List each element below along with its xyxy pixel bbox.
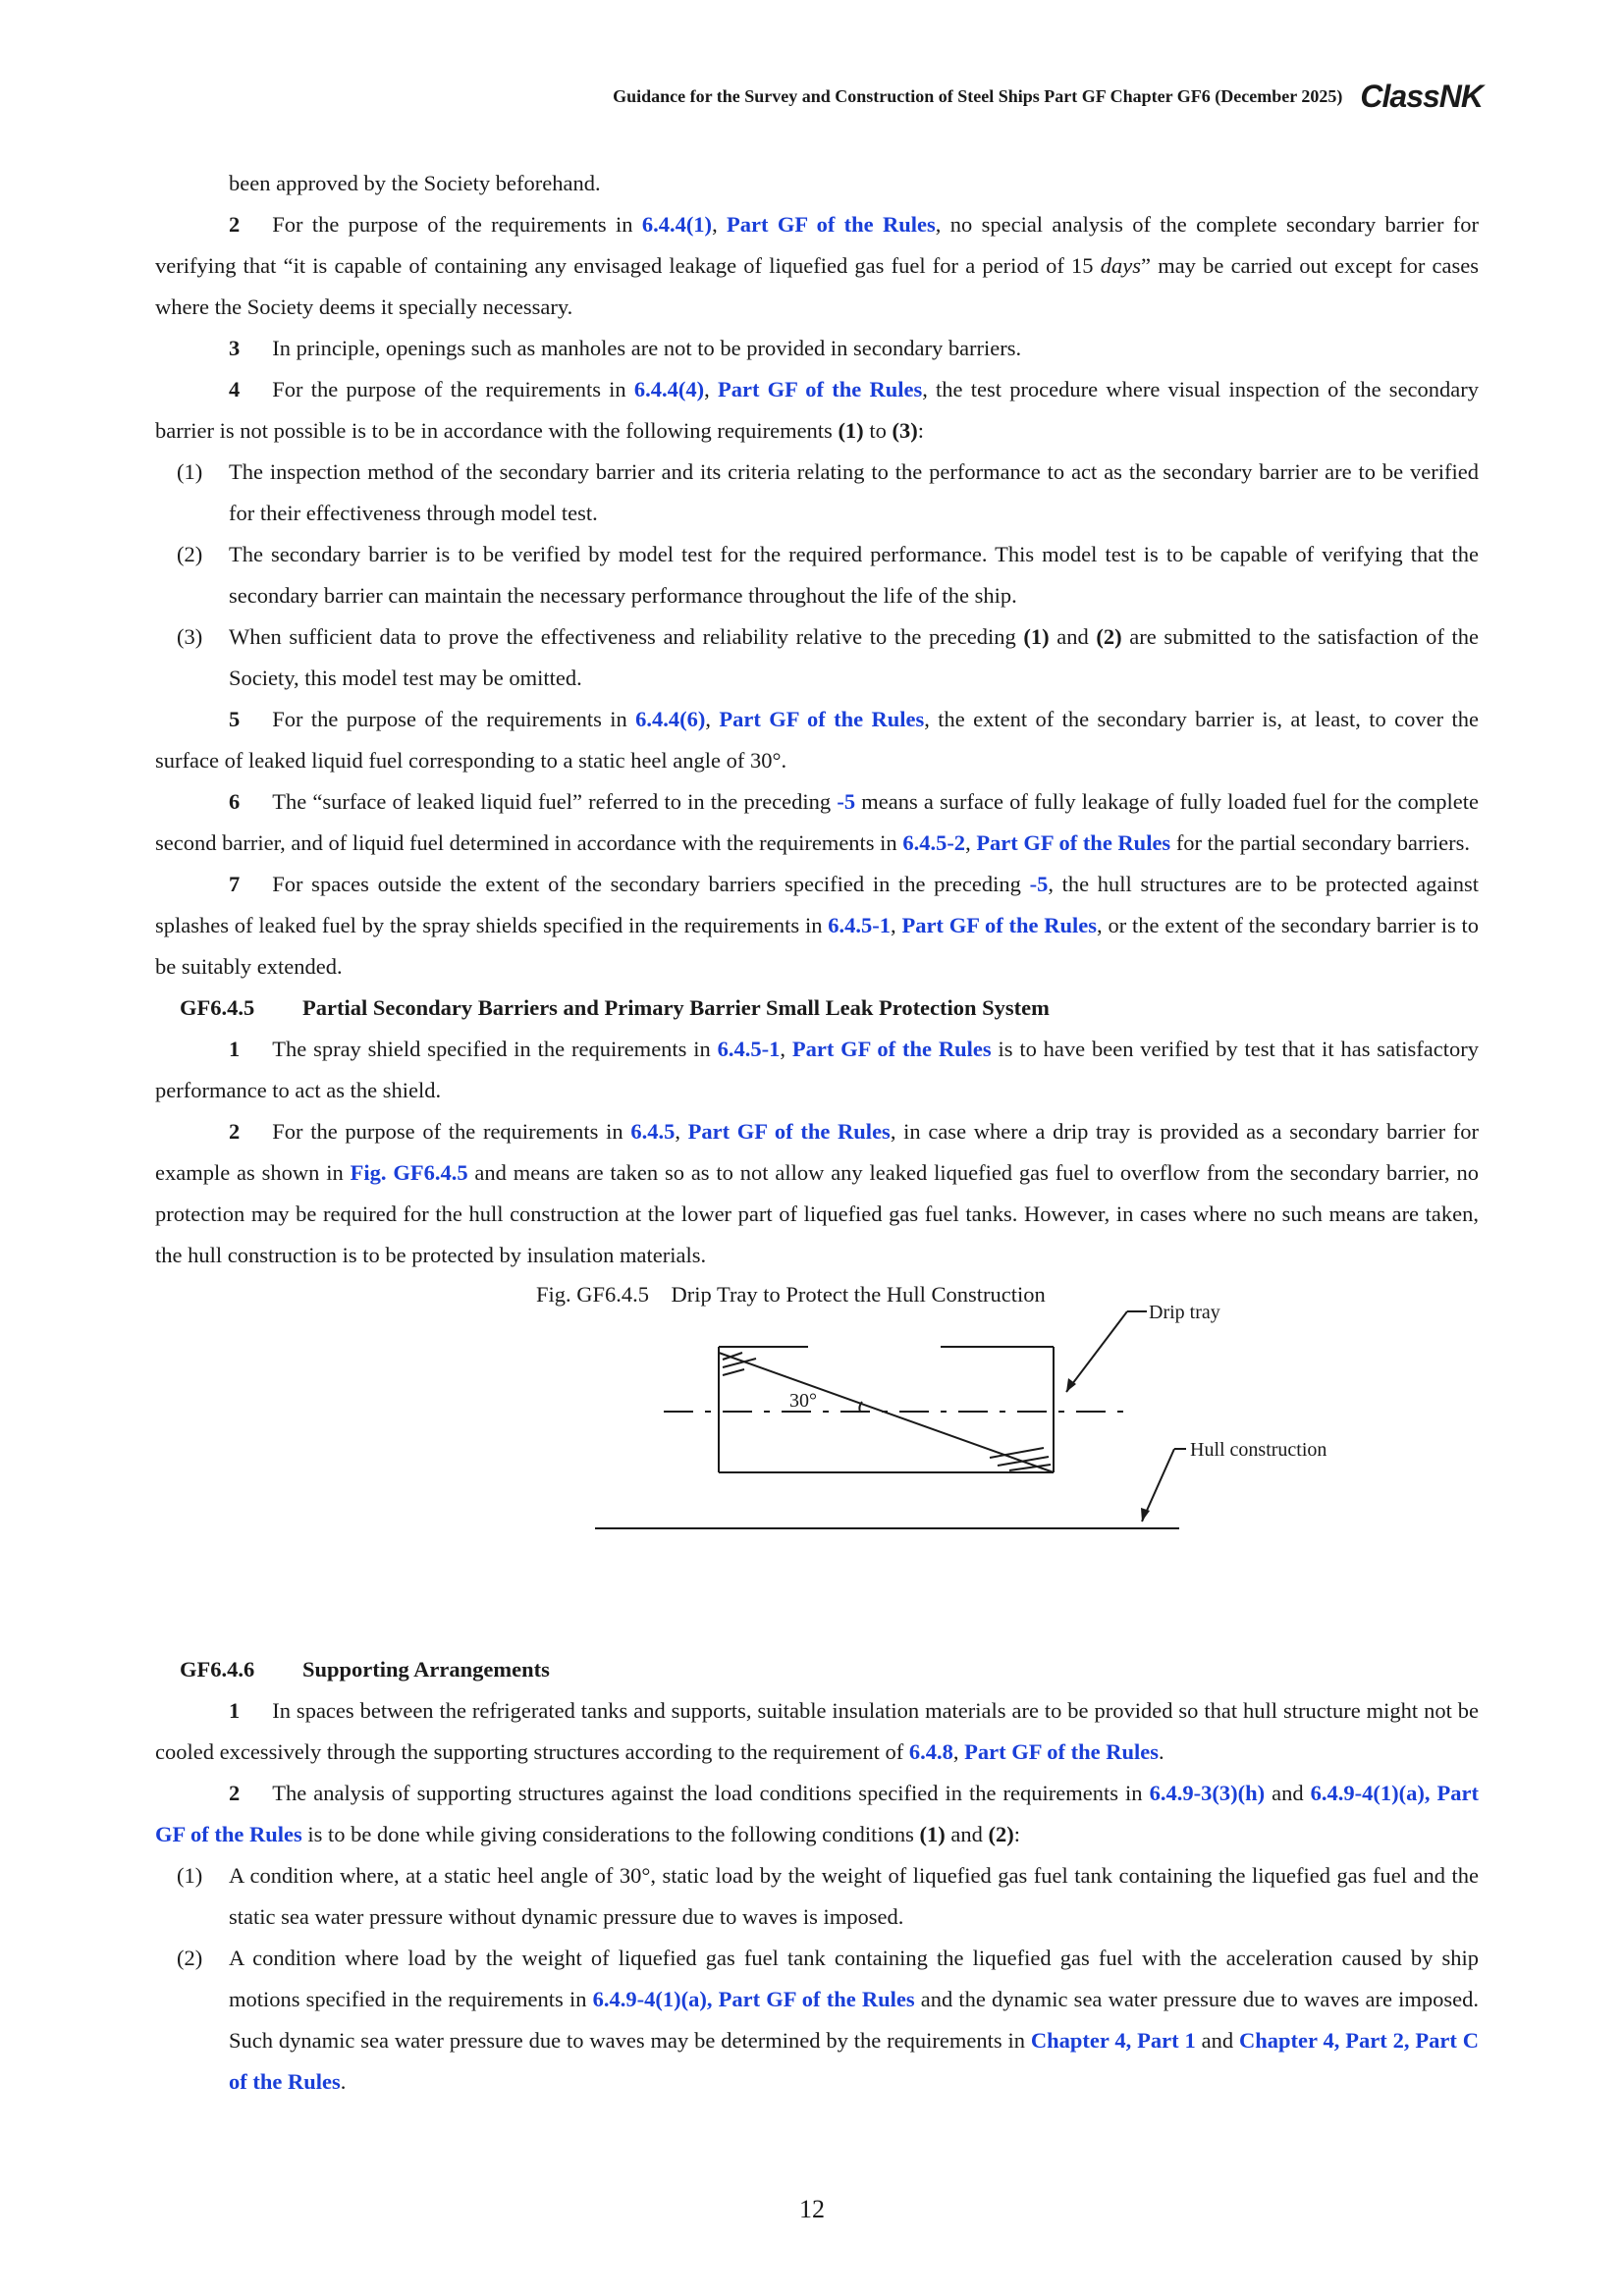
figure-drip-tray [155, 1276, 1479, 1649]
rule-link[interactable]: Part GF of the Rules [976, 830, 1171, 855]
paragraph-6: 6 The “surface of leaked liquid fuel” referred to in the preceding -5 means a surface of fully leakage of fully loaded fuel for the complete second barrier, and of liquid fuel determined in accordance with the requirements in 6.4.5-2, Part GF of the Rules for the partial secondary barriers. [155, 789, 1480, 855]
rule-link[interactable]: -5 [1029, 872, 1049, 896]
rule-link[interactable]: Part GF of the Rules [901, 913, 1098, 937]
rule-link[interactable]: Part GF of the Rules [727, 212, 936, 237]
rule-link[interactable]: 6.4.5-1 [717, 1037, 781, 1061]
rule-link[interactable]: 6.4.5-2 [902, 830, 966, 855]
list-item: (1) A condition where, at a static heel angle of 30°, static load by the weight of liquefied gas fuel tank containing the liquefied gas fuel and the static sea water pressure without dynamic pressure due to waves is imposed. [177, 1863, 1479, 1929]
header-title: Guidance for the Survey and Construction of Steel Ships Part GF Chapter GF6 (December 2025) [613, 85, 1343, 106]
rule-link[interactable]: Part GF of the Rules [791, 1037, 992, 1061]
list-item: (2) The secondary barrier is to be verified by model test for the required performance. This model test is to be capable of verifying that the secondary barrier can maintain the necessary performance throughout the life of the ship. [177, 542, 1479, 608]
section-heading-gf646: GF6.4.6 Supporting Arrangements [180, 1657, 550, 1682]
paragraph-number: 2 [229, 212, 241, 237]
rule-link[interactable]: 6.4.9-4(1)(a), Part GF of the Rules [155, 1781, 1480, 1846]
figure-link[interactable]: Fig. GF6.4.5 [350, 1160, 468, 1185]
section-heading-gf645: GF6.4.5 Partial Secondary Barriers and Primary Barrier Small Leak Protection System [180, 995, 1050, 1020]
paragraph-7: 7 For spaces outside the extent of the secondary barriers specified in the preceding -5, the hull structures are to be protected against splashes of leaked fuel by the spray shields specified in the requirements in 6.4.5-1, Part GF of the Rules, or the extent of the secondary barrier is to be suitably extended. [155, 872, 1480, 979]
page-number: 12 [799, 2195, 825, 2223]
rule-link[interactable]: Part GF of the Rules [964, 1739, 1160, 1764]
list-item: (3) When sufficient data to prove the effectiveness and reliability relative to the preceding (1) and (2) are submitted to the satisfaction of the Society, this model test may be omitted. [177, 624, 1479, 690]
paragraph-intro: been approved by the Society beforehand. [229, 171, 601, 195]
rule-link[interactable]: Part GF of the Rules [717, 377, 923, 401]
paragraph-4: 4 For the purpose of the requirements in 6.4.4(4), Part GF of the Rules, the test procedure where visual inspection of the secondary barrier is not possible is to be in accordance with the following requirements (1) to (3): [155, 377, 1480, 443]
paragraph-2: 2 For the purpose of the requirements in 6.4.4(1), Part GF of the Rules, no special analysis of the complete secondary barrier for verifying that “it is capable of containing any envisaged leakage of liquefied gas fuel for a period of 15 days” may be carried out except for cases where the Society deems it specially necessary. [155, 212, 1480, 319]
list-item: (1) The inspection method of the secondary barrier and its criteria relating to the performance to act as the secondary barrier are to be verified for their effectiveness through model test. [177, 459, 1479, 525]
drip-tray-diagram [155, 1276, 1479, 1649]
paragraph-s2: 2 For the purpose of the requirements in 6.4.5, Part GF of the Rules, in case where a drip tray is provided as a secondary barrier for example as shown in Fig. GF6.4.5 and means are taken so as to not allow any leaked liquefied gas fuel to overflow from the secondary barrier, no protection may be required for the hull construction at the lower part of liquefied gas fuel tanks. However, in cases where no such means are taken, the hull construction is to be protected by insulation materials. [155, 1119, 1480, 1267]
rule-link[interactable]: Part GF of the Rules [687, 1119, 891, 1144]
paragraph-5: 5 For the purpose of the requirements in 6.4.4(6), Part GF of the Rules, the extent of the secondary barrier is, at least, to cover the surface of leaked liquid fuel corresponding to a static heel angle of 30°. [155, 707, 1480, 773]
rule-link[interactable]: 6.4.8 [908, 1739, 953, 1764]
rule-link[interactable]: 6.4.4(6) [635, 707, 706, 731]
paragraph-s1: 1 The spray shield specified in the requirements in 6.4.5-1, Part GF of the Rules is to have been verified by test that it has satisfactory performance to act as the shield. [155, 1037, 1480, 1102]
rule-link[interactable]: 6.4.4(4) [633, 377, 705, 401]
drip-tray-label: Drip tray [1149, 1302, 1220, 1323]
rule-link[interactable]: 6.4.5-1 [828, 913, 892, 937]
paragraph-t2: 2 The analysis of supporting structures against the load conditions specified in the requirements in 6.4.9-3(3)(h) and 6.4.9-4(1)(a), Part GF of the Rules is to be done while giving considerations to the following conditions (1) and (2): [155, 1781, 1480, 1846]
rule-link[interactable]: 6.4.9-4(1)(a), Part GF of the Rules [592, 1987, 915, 2011]
hull-construction-label: Hull construction [1190, 1439, 1327, 1461]
document-body [155, 163, 1479, 2103]
classnk-logo: ClassNK [1360, 78, 1483, 114]
page-header [157, 77, 1483, 116]
paragraph-3: 3 In principle, openings such as manholes are not to be provided in secondary barriers. [229, 336, 1022, 360]
rule-link[interactable]: Part GF of the Rules [719, 707, 925, 731]
rule-link[interactable]: 6.4.5 [630, 1119, 676, 1144]
rule-link[interactable]: 6.4.4(1) [641, 212, 713, 237]
paragraph-t1: 1 In spaces between the refrigerated tanks and supports, suitable insulation materials are to be provided so that hull structure might not be cooled excessively through the supporting structures according to the requirement of 6.4.8, Part GF of the Rules. [155, 1698, 1479, 1764]
rule-link[interactable]: 6.4.9-3(3)(h) [1149, 1781, 1266, 1805]
figure-caption: Fig. GF6.4.5 Drip Tray to Protect the Hull Construction [536, 1282, 1046, 1307]
rule-link[interactable]: -5 [837, 789, 856, 814]
rule-link[interactable]: Chapter 4, Part 1 [1030, 2028, 1196, 2053]
angle-label: 30° [789, 1390, 817, 1412]
rule-link[interactable]: Chapter 4, Part 2, Part C of the Rules [229, 2028, 1479, 2094]
list-item: (2) A condition where load by the weight of liquefied gas fuel tank containing the liquefied gas fuel with the acceleration caused by ship motions specified in the requirements in 6.4.9-4(1)(a), Part GF of the Rules and the dynamic sea water pressure due to waves are imposed. Such dynamic sea water pressure due to waves may be determined by the requirements in Chapter 4, Part 1 and Chapter 4, Part 2, Part C of the Rules. [177, 1946, 1479, 2094]
